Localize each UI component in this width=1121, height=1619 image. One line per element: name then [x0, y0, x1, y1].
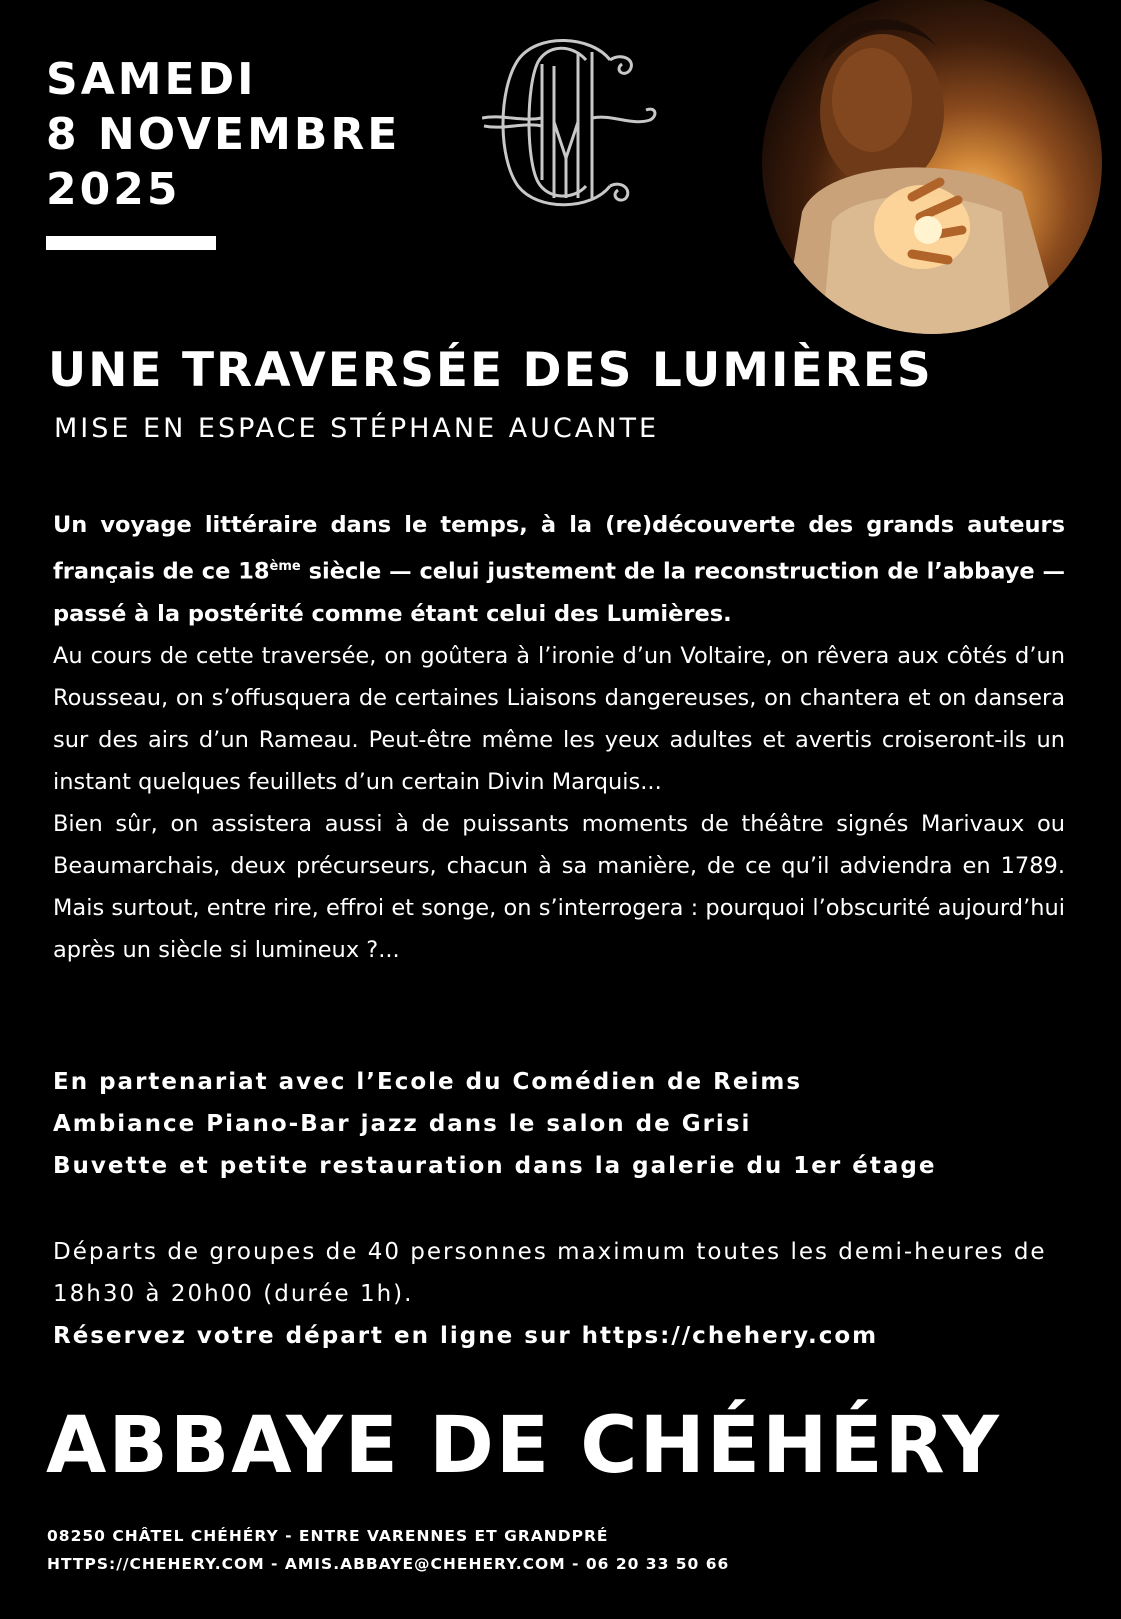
intro-superscript: ème: [269, 559, 301, 574]
booking-info: [53, 1231, 1065, 1357]
event-subtitle: MISE EN ESPACE STÉPHANE AUCANTE: [54, 413, 660, 444]
feature-partnership: En partenariat avec l’Ecole du Comédien de Reims: [53, 1069, 803, 1095]
abbey-monogram-logo-icon: [482, 30, 662, 215]
event-description: [53, 504, 1065, 971]
intro-paragraph: [53, 504, 1065, 635]
date-weekday: SAMEDI: [46, 54, 257, 105]
portrait-illustration-icon: [762, 0, 1102, 334]
footer-contact: [47, 1522, 729, 1578]
reservation-link-text: Réservez votre départ en ligne sur https://chehery.com: [53, 1323, 879, 1349]
feature-ambiance: Ambiance Piano-Bar jazz dans le salon de Grisi: [53, 1111, 752, 1137]
feature-refreshments: Buvette et petite restauration dans la galerie du 1er étage: [53, 1153, 937, 1179]
venue-name: ABBAYE DE CHÉHÉRY: [46, 1401, 1001, 1491]
description-paragraph-2: Bien sûr, on assistera aussi à de puissants moments de théâtre signés Marivaux ou Beaumarchais, deux précurseurs, chacun à sa manière, de ce qu’il adviendra en 1789. Mais surtout, entre rire, effroi et songe, on s’interrogera : pourquoi l’obscurité aujourd’hui après un siècle si lumineux ?...: [53, 810, 1065, 963]
date-underline-bar: [46, 236, 216, 250]
footer-address: 08250 CHÂTEL CHÉHÉRY - ENTRE VARENNES ET GRANDPRÉ: [47, 1527, 609, 1545]
date-day-month: 8 NOVEMBRE: [46, 109, 401, 160]
performer-portrait-photo: [762, 0, 1102, 334]
intro-text-start: Un voyage littéraire dans le temps, à la (re)découverte des grands auteurs français de ce 18: [53, 512, 1065, 585]
date-year: 2025: [46, 164, 181, 215]
event-date: [46, 52, 400, 217]
event-features-list: [53, 1061, 1065, 1187]
footer-contact-line: HTTPS://CHEHERY.COM - AMIS.ABBAYE@CHEHERY.COM - 06 20 33 50 66: [47, 1555, 730, 1573]
event-title: UNE TRAVERSÉE DES LUMIÈRES: [48, 343, 933, 398]
departs-schedule: Départs de groupes de 40 personnes maximum toutes les demi-heures de 18h30 à 20h00 (durée 1h).: [53, 1239, 1047, 1307]
intro-text-end: siècle — celui justement de la reconstruction de l’abbaye — passé à la postérité comme étant celui des Lumières.: [53, 558, 1065, 627]
description-paragraph-1: Au cours de cette traversée, on goûtera à l’ironie d’un Voltaire, on rêvera aux côtés d’un Rousseau, on s’offusquera de certaines Liaisons dangereuses, on chantera et on dansera sur des airs d’un Rameau. Peut-être même les yeux adultes et avertis croiseront-ils un instant quelques feuillets d’un certain Divin Marquis...: [53, 642, 1065, 795]
